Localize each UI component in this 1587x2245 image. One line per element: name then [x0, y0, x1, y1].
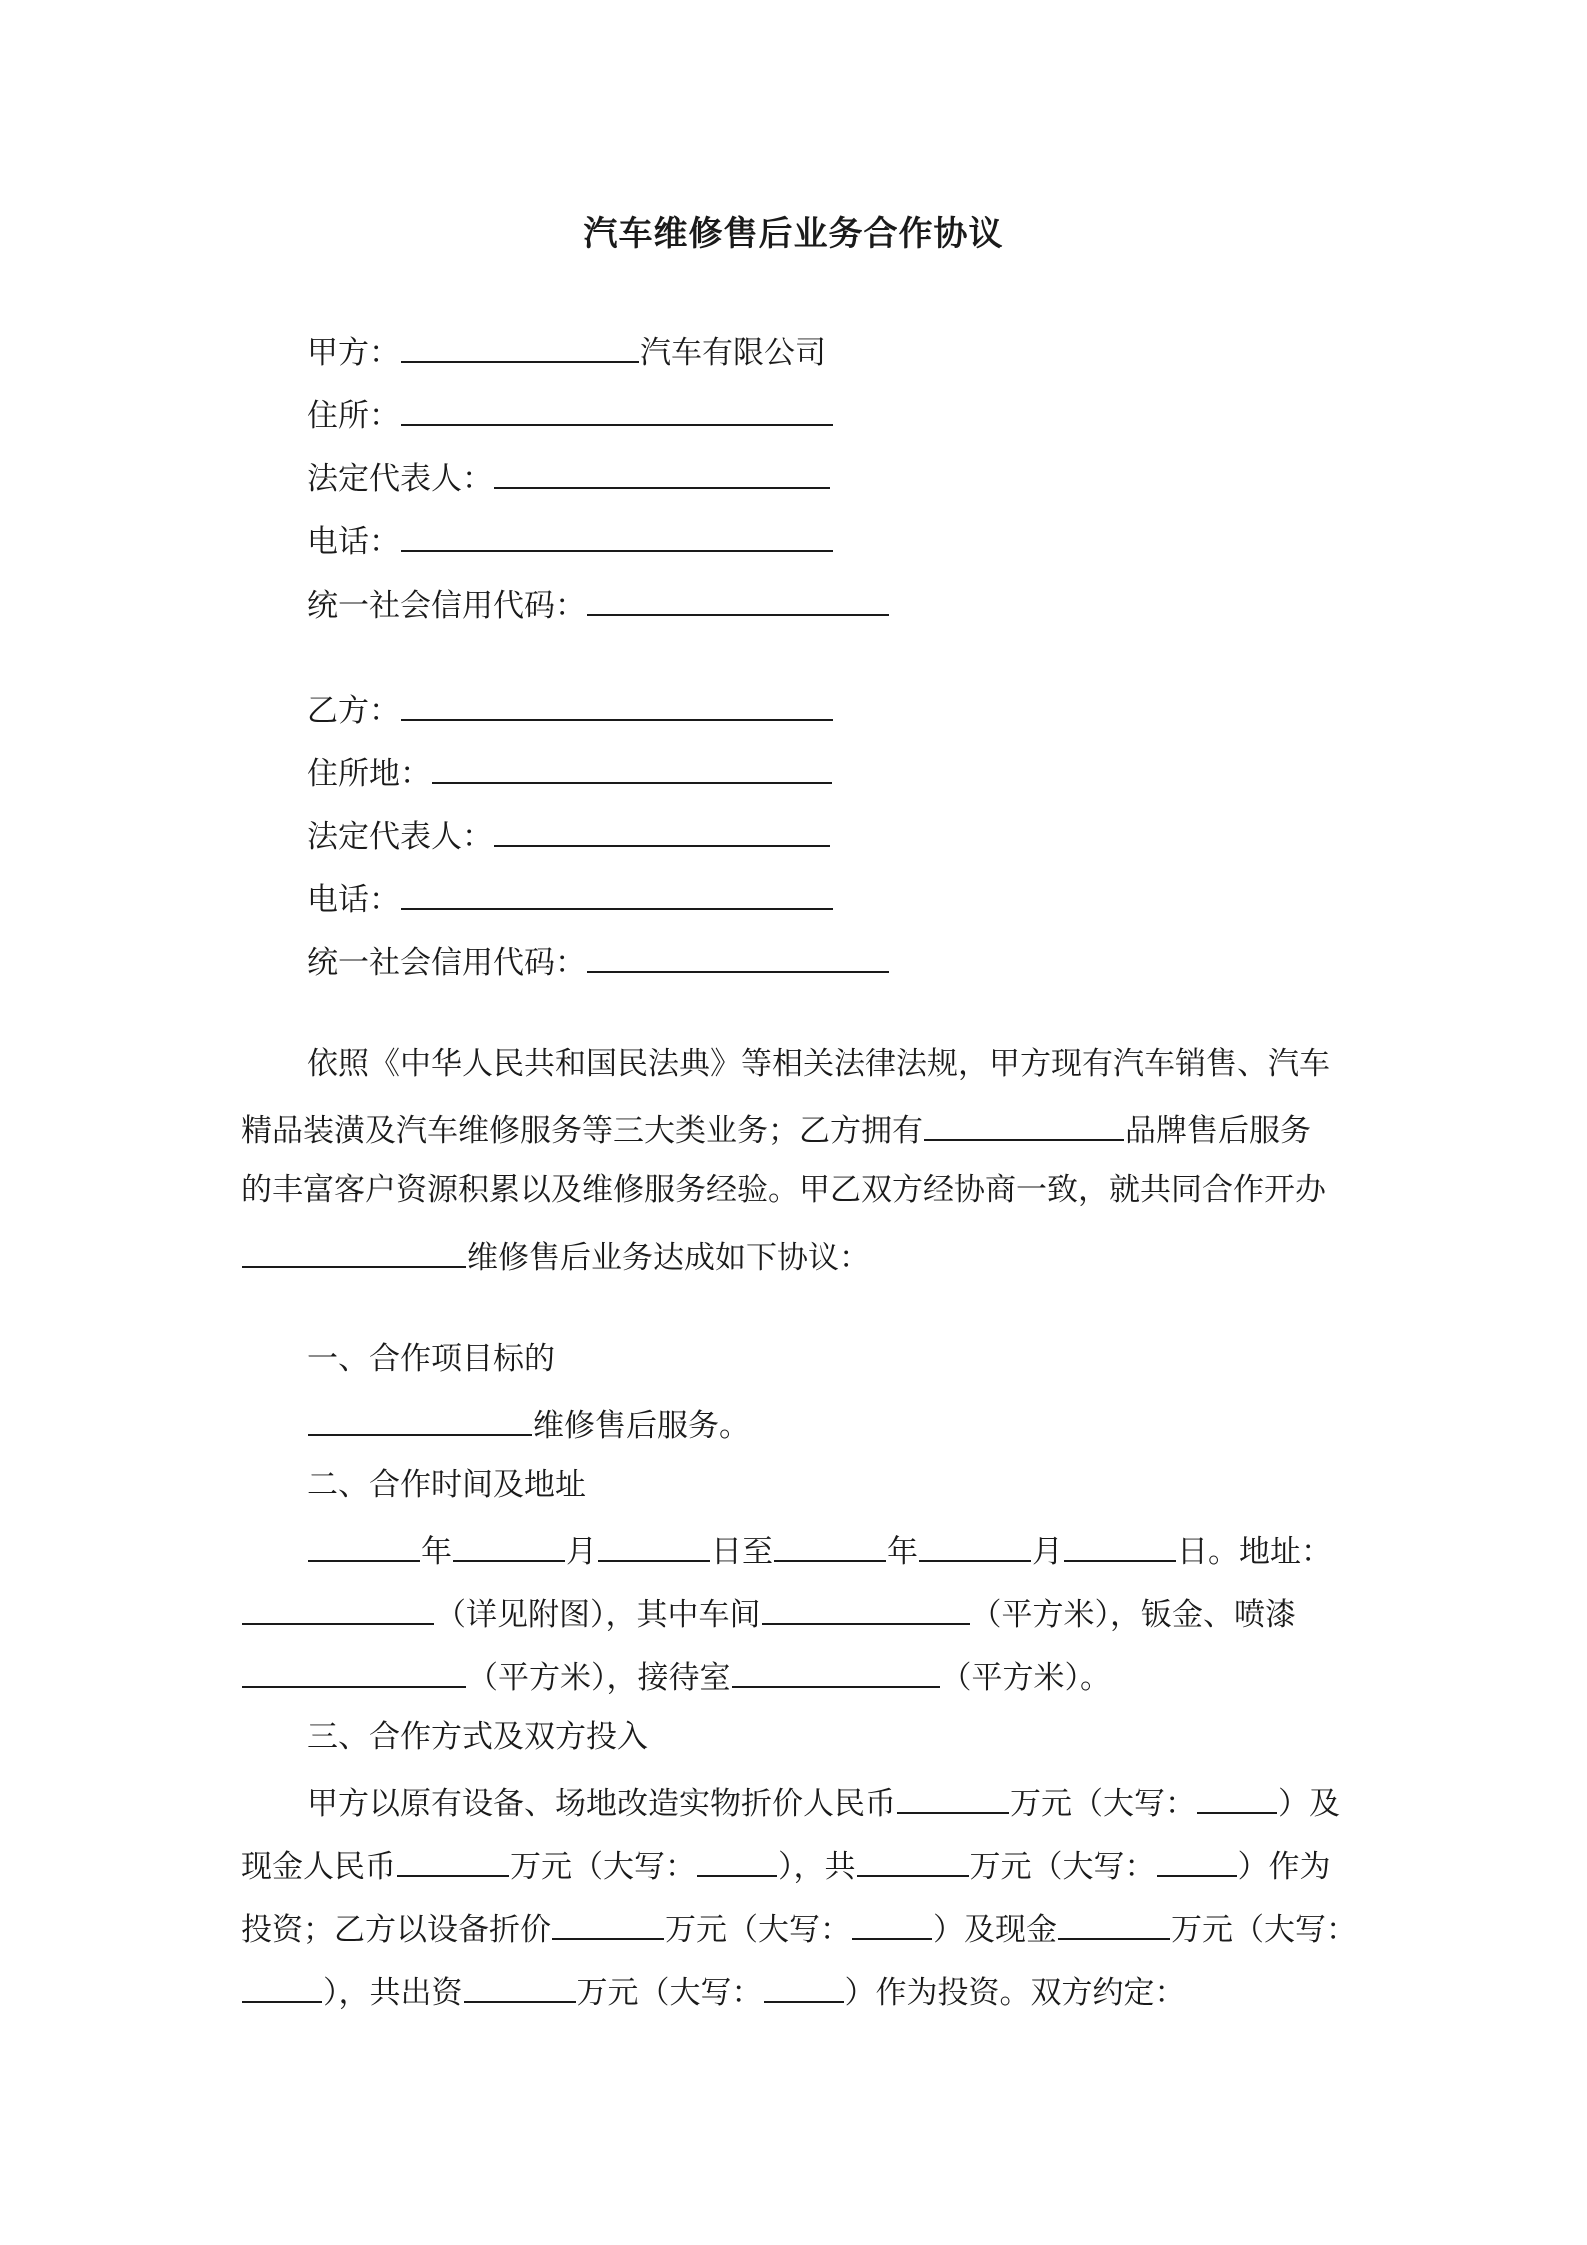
party-a-company-suffix: 汽车有限公司 — [640, 335, 826, 371]
party-b-address-label: 住所地： — [307, 756, 431, 792]
party-a-phone-line — [307, 516, 834, 564]
party-a-rep-label: 法定代表人： — [307, 461, 493, 497]
preamble-line-1 — [307, 1042, 1330, 1086]
party-a-phone-label: 电话： — [307, 524, 400, 560]
party-b-equipment-amount-blank[interactable] — [552, 1904, 664, 1940]
wan-text-4: 万元（大写： — [665, 1912, 851, 1948]
month-text-2: 月 — [1032, 1534, 1063, 1570]
preamble-line-2 — [241, 1105, 1311, 1153]
wan-text-5: 万元（大写： — [1171, 1912, 1357, 1948]
and-text-1: ）及 — [1278, 1786, 1340, 1822]
section-3-heading — [307, 1715, 648, 1759]
section-2-heading — [307, 1463, 586, 1507]
section-1-content-text: 维修售后服务。 — [533, 1408, 750, 1444]
preamble-line-4 — [241, 1232, 870, 1280]
cash-rmb-text: 现金人民币 — [241, 1849, 396, 1885]
section-2-address-line — [241, 1589, 1296, 1637]
party-b-name-line — [307, 685, 834, 733]
party-b-label: 乙方： — [307, 693, 400, 729]
workshop-text: （详见附图），其中车间 — [435, 1597, 761, 1633]
address-blank[interactable] — [242, 1589, 434, 1625]
party-a-cash-capital-blank[interactable] — [697, 1841, 777, 1877]
wan-text-3: 万元（大写： — [969, 1849, 1156, 1885]
party-a-address-blank[interactable] — [401, 390, 833, 426]
party-a-rep-blank[interactable] — [494, 453, 830, 489]
party-b-equipment-capital-blank[interactable] — [852, 1904, 932, 1940]
party-b-address-line — [307, 748, 833, 796]
party-b-cash-amount-blank[interactable] — [1058, 1904, 1170, 1940]
party-b-rep-blank[interactable] — [494, 811, 830, 847]
preamble-text-3: 的丰富客户资源积累以及维修服务经验。甲乙双方经协商一致，就共同合作开办 — [241, 1172, 1326, 1208]
party-a-credit-blank[interactable] — [587, 580, 889, 616]
party-a-total-amount-blank[interactable] — [857, 1841, 969, 1877]
day-end-address-text: 日。地址： — [1177, 1534, 1332, 1570]
party-a-name-blank[interactable] — [401, 327, 639, 363]
section-3-line-4 — [241, 1967, 1186, 2015]
party-b-credit-blank[interactable] — [587, 937, 889, 973]
wan-text-1: 万元（大写： — [1010, 1786, 1196, 1822]
month-text: 月 — [566, 1534, 597, 1570]
preamble-text-2a: 精品装潢及汽车维修服务等三大类业务；乙方拥有 — [241, 1113, 923, 1149]
sheet-metal-text: （平方米），钣金、喷漆 — [970, 1597, 1296, 1633]
party-a-rep-line — [307, 453, 831, 501]
party-a-name-line — [307, 327, 826, 375]
total-text: ），共 — [778, 1849, 856, 1885]
party-b-credit-label: 统一社会信用代码： — [307, 945, 586, 981]
party-b-rep-line — [307, 811, 831, 859]
party-b-phone-line — [307, 874, 834, 922]
section-1-content — [307, 1400, 750, 1448]
and-cash-text: ）及现金 — [933, 1912, 1057, 1948]
preamble-text-1: 依照《中华人民共和国民法典》等相关法律法规，甲方现有汽车销售、汽车 — [307, 1046, 1330, 1082]
party-b-total-amount-blank[interactable] — [464, 1967, 576, 2003]
day-to-text: 日至 — [711, 1534, 773, 1570]
year-text-2: 年 — [887, 1534, 918, 1570]
project-blank[interactable] — [308, 1400, 532, 1436]
start-year-blank[interactable] — [308, 1526, 420, 1562]
party-a-cash-amount-blank[interactable] — [397, 1841, 509, 1877]
preamble-line-3 — [241, 1168, 1326, 1212]
party-b-credit-line — [307, 937, 890, 985]
as-text: ）作为 — [1237, 1849, 1331, 1885]
end-month-blank[interactable] — [919, 1526, 1031, 1562]
party-a-credit-line — [307, 580, 890, 628]
section-2-area-line — [241, 1652, 1111, 1700]
start-month-blank[interactable] — [453, 1526, 565, 1562]
party-b-name-blank[interactable] — [401, 685, 833, 721]
section-3-line-1 — [307, 1778, 1340, 1826]
party-b-phone-label: 电话： — [307, 882, 400, 918]
wan-text-2: 万元（大写： — [510, 1849, 696, 1885]
reception-text: （平方米），接待室 — [467, 1660, 731, 1696]
brand-blank[interactable] — [924, 1105, 1124, 1141]
party-a-total-capital-blank[interactable] — [1157, 1841, 1237, 1877]
party-a-label: 甲方： — [307, 335, 400, 371]
start-day-blank[interactable] — [598, 1526, 710, 1562]
party-a-phone-blank[interactable] — [401, 516, 833, 552]
party-b-phone-blank[interactable] — [401, 874, 833, 910]
preamble-text-2b: 品牌售后服务 — [1125, 1113, 1311, 1149]
wan-text-6: 万元（大写： — [576, 1975, 763, 2011]
area-unit-text: （平方米）。 — [940, 1660, 1111, 1696]
reception-area-blank[interactable] — [732, 1652, 940, 1688]
section-3-line-3 — [241, 1904, 1357, 1952]
party-a-equipment-text: 甲方以原有设备、场地改造实物折价人民币 — [307, 1786, 896, 1822]
party-a-equipment-capital-blank[interactable] — [1197, 1778, 1277, 1814]
party-b-equipment-text: 投资；乙方以设备折价 — [241, 1912, 551, 1948]
year-text: 年 — [421, 1534, 452, 1570]
workshop-area-blank[interactable] — [762, 1589, 970, 1625]
party-b-rep-label: 法定代表人： — [307, 819, 493, 855]
party-b-cash-capital-blank[interactable] — [242, 1967, 322, 2003]
agreement-text: ）作为投资。双方约定： — [844, 1975, 1186, 2011]
business-name-blank[interactable] — [242, 1232, 466, 1268]
party-a-address-line — [307, 390, 834, 438]
end-day-blank[interactable] — [1064, 1526, 1176, 1562]
party-b-address-blank[interactable] — [432, 748, 832, 784]
section-1-heading-text: 一、合作项目标的 — [307, 1341, 555, 1377]
preamble-text-4: 维修售后业务达成如下协议： — [467, 1240, 870, 1276]
party-a-equipment-amount-blank[interactable] — [897, 1778, 1009, 1814]
total-contribution-text: ），共出资 — [323, 1975, 463, 2011]
end-year-blank[interactable] — [774, 1526, 886, 1562]
document-title: 汽车维修售后业务合作协议 — [583, 214, 1004, 254]
party-a-address-label: 住所： — [307, 398, 400, 434]
section-2-dates-line — [307, 1526, 1332, 1574]
party-b-total-capital-blank[interactable] — [764, 1967, 844, 2003]
section-1-heading — [307, 1337, 555, 1381]
party-a-credit-label: 统一社会信用代码： — [307, 588, 586, 624]
paint-area-blank[interactable] — [242, 1652, 466, 1688]
section-2-heading-text: 二、合作时间及地址 — [307, 1467, 586, 1503]
section-3-line-2 — [241, 1841, 1331, 1889]
section-3-heading-text: 三、合作方式及双方投入 — [307, 1719, 648, 1755]
